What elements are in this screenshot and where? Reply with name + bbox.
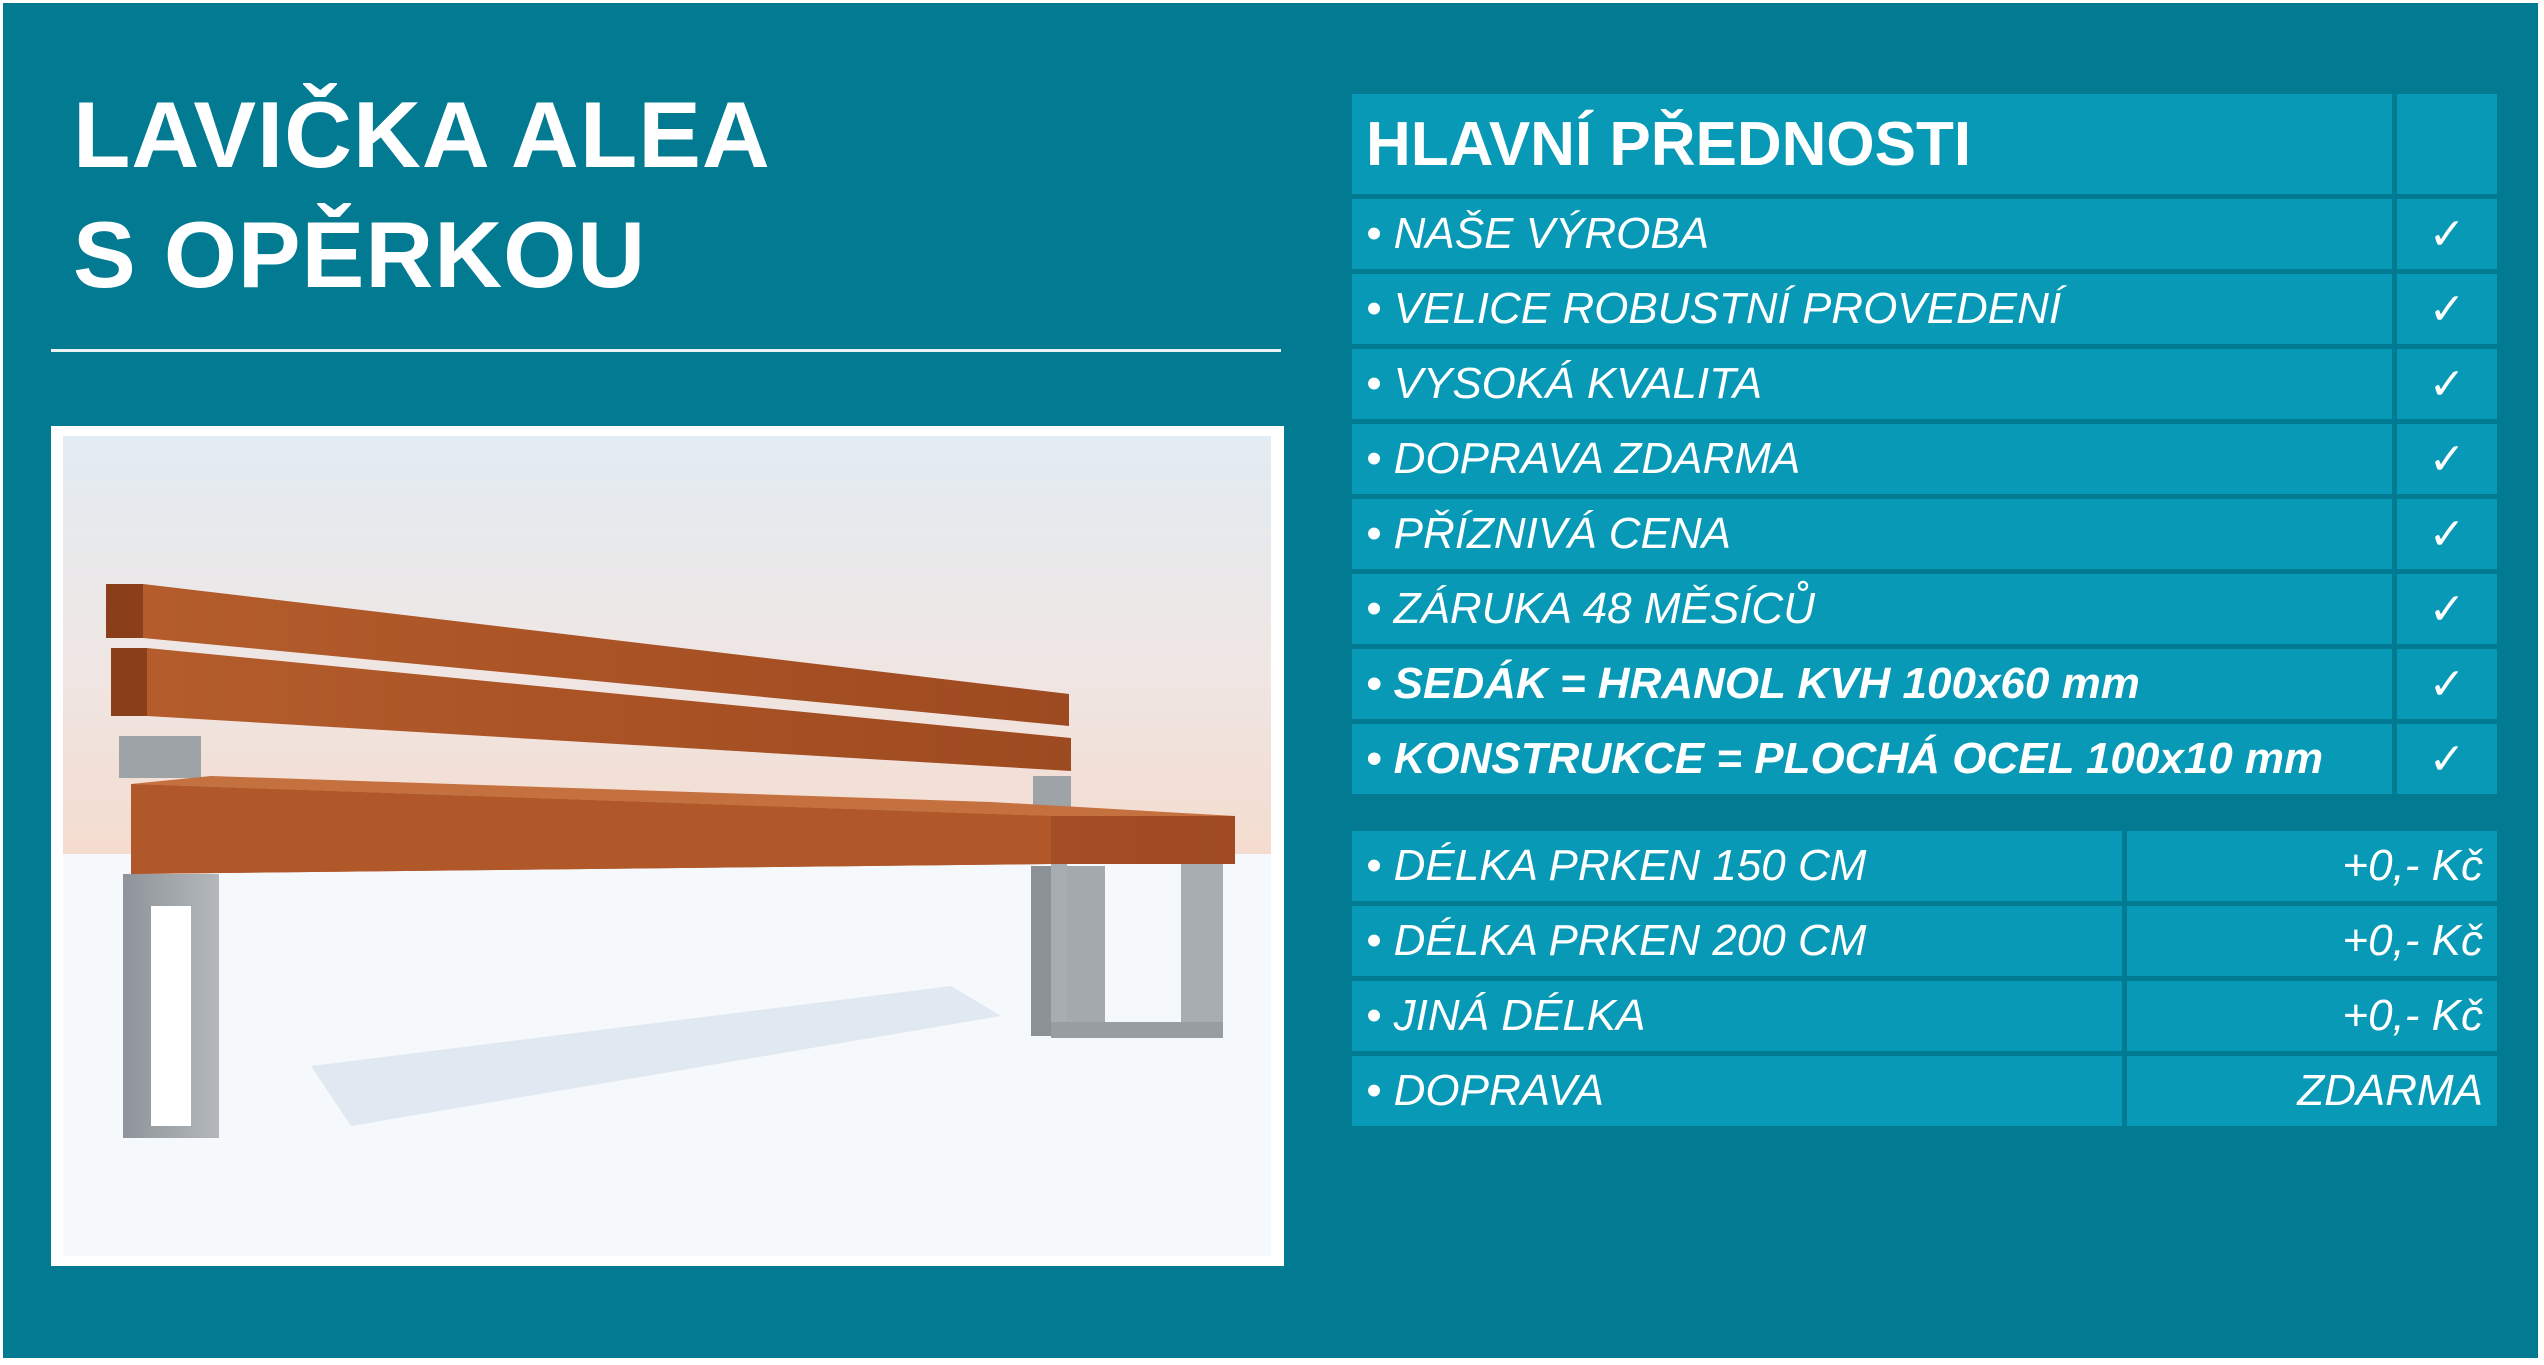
feature-label: • NAŠE VÝROBA: [1352, 199, 2392, 269]
feature-row: [1352, 574, 2497, 644]
option-row: [1352, 1056, 2497, 1126]
left-backrest-support: [119, 736, 201, 778]
option-price: +0,- Kč: [2127, 906, 2497, 976]
options-table: [1347, 826, 2502, 1131]
page-title: [73, 75, 771, 315]
rear-leg-back-upright: [1181, 864, 1223, 1036]
rear-leg-foot: [1051, 1022, 1223, 1038]
feature-label: • SEDÁK = HRANOL KVH 100x60 mm: [1352, 649, 2392, 719]
features-table: [1347, 89, 2502, 799]
title-line-2: S OPĚRKOU: [73, 202, 647, 307]
checkmark-icon: ✓: [2397, 424, 2497, 494]
option-label: • JINÁ DÉLKA: [1352, 981, 2122, 1051]
backrest-slat-bottom-end: [111, 648, 147, 716]
rear-leg-upright: [1051, 864, 1067, 1036]
feature-row: [1352, 499, 2497, 569]
feature-label: • VYSOKÁ KVALITA: [1352, 349, 2392, 419]
checkmark-icon: ✓: [2397, 349, 2497, 419]
feature-label: • DOPRAVA ZDARMA: [1352, 424, 2392, 494]
option-row: [1352, 831, 2497, 901]
option-price: +0,- Kč: [2127, 981, 2497, 1051]
slide-background: [3, 3, 2538, 1358]
front-left-leg-opening: [151, 906, 191, 1126]
feature-label: • ZÁRUKA 48 MĚSÍCŮ: [1352, 574, 2392, 644]
checkmark-icon: ✓: [2397, 649, 2497, 719]
feature-row: [1352, 199, 2497, 269]
features-header: HLAVNÍ PŘEDNOSTI: [1352, 94, 2392, 194]
feature-row: [1352, 349, 2497, 419]
title-divider: [51, 349, 1281, 352]
features-header-blank: [2397, 94, 2497, 194]
checkmark-icon: ✓: [2397, 724, 2497, 794]
feature-label: • PŘÍZNIVÁ CENA: [1352, 499, 2392, 569]
rear-right-leg-side: [1063, 866, 1105, 1036]
features-header-row: [1352, 94, 2497, 194]
option-label: • DÉLKA PRKEN 200 CM: [1352, 906, 2122, 976]
product-photo: [51, 426, 1284, 1266]
feature-row: [1352, 274, 2497, 344]
feature-row: [1352, 424, 2497, 494]
checkmark-icon: ✓: [2397, 574, 2497, 644]
backrest-slat-top-end: [106, 584, 143, 638]
title-line-1: LAVIČKA ALEA: [73, 82, 771, 187]
checkmark-icon: ✓: [2397, 199, 2497, 269]
feature-label: • VELICE ROBUSTNÍ PROVEDENÍ: [1352, 274, 2392, 344]
bench-illustration: [51, 426, 1284, 1266]
checkmark-icon: ✓: [2397, 274, 2497, 344]
feature-row: [1352, 649, 2497, 719]
option-row: [1352, 906, 2497, 976]
feature-row: [1352, 724, 2497, 794]
option-label: • DOPRAVA: [1352, 1056, 2122, 1126]
feature-label: • KONSTRUKCE = PLOCHÁ OCEL 100x10 mm: [1352, 724, 2392, 794]
option-price: ZDARMA: [2127, 1056, 2497, 1126]
option-row: [1352, 981, 2497, 1051]
option-price: +0,- Kč: [2127, 831, 2497, 901]
option-label: • DÉLKA PRKEN 150 CM: [1352, 831, 2122, 901]
checkmark-icon: ✓: [2397, 499, 2497, 569]
